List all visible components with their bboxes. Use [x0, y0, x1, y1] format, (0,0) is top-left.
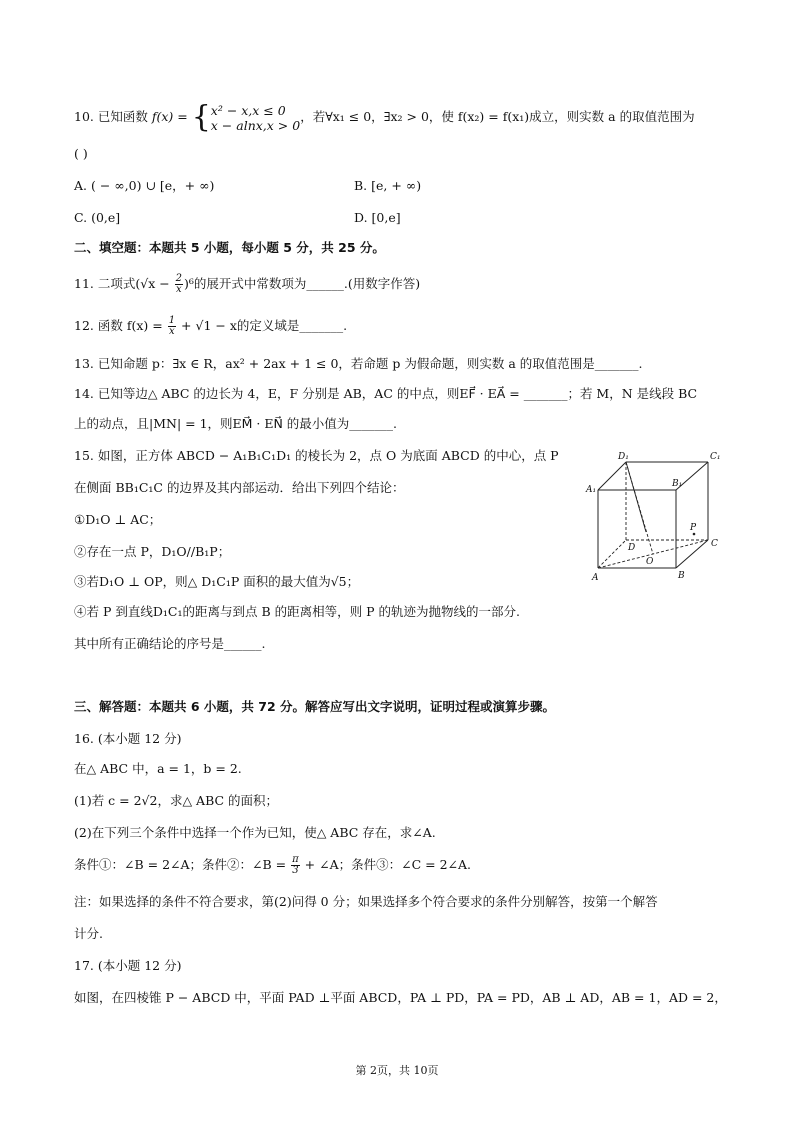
conclusion-4: ④若 P 到直线D₁C₁的距离与到点 B 的距离相等，则 P 的轨迹为抛物线的一部分. — [74, 604, 520, 619]
q10-function: f(x) = — [151, 109, 192, 124]
q16-line-1: 在△ ABC 中，a = 1，b = 2. — [74, 761, 242, 776]
option-c: C. (0,e] — [74, 210, 121, 225]
q17-line-1: 如图，在四棱锥 P − ABCD 中，平面 PAD ⊥平面 ABCD，PA ⊥ PD，PA = PD，AB ⊥ AD，AB = 1，AD = 2， — [74, 990, 727, 1005]
question-13: 13. 已知命题 p：∃x ∈ R，ax² + 2ax + 1 ≤ 0，若命题 p 为假命题，则实数 a 的取值范围是_______. — [74, 356, 643, 371]
piecewise-brace: { — [191, 99, 211, 135]
pi-over-3-fraction — [291, 855, 300, 876]
q16-line-3: (2)在下列三个条件中选择一个作为已知，使△ ABC 存在，求∠A. — [74, 825, 436, 840]
fraction-denominator: x — [176, 284, 182, 295]
label-d: D — [628, 543, 636, 553]
q16-line-2: (1)若 c = 2√2，求△ ABC 的面积； — [74, 793, 279, 808]
question-12 — [74, 313, 734, 339]
question-15-ask: 其中所有正确结论的序号是______. — [74, 636, 266, 651]
fraction-numerator: π — [292, 854, 299, 865]
fraction-denominator: 3 — [292, 865, 299, 876]
q10-suffix: ，若∀x₁ ≤ 0，∃x₂ > 0，使 f(x₂) = f(x₁)成立，则实数 a 的取值范围为 — [300, 109, 695, 124]
q10-options-row-2 — [74, 209, 734, 227]
edge-a1-d1 — [598, 462, 626, 490]
question-15-line-2: 在侧面 BB₁C₁C 的边界及其内部运动．给出下列四个结论： — [74, 480, 405, 495]
q10-prefix: 10. 已知函数 — [74, 109, 152, 124]
option-a: A. ( − ∞,0) ∪ [e，+ ∞) — [74, 178, 215, 193]
label-b: B — [678, 571, 685, 581]
q12-part-a: 12. 函数 f(x) = — [74, 318, 167, 333]
conclusion-2: ②存在一点 P，D₁O//B₁P； — [74, 544, 231, 559]
condition-part-b: + ∠A；条件③：∠C = 2∠A. — [300, 857, 472, 872]
piece-case-1: x² − x,x ≤ 0 — [210, 102, 286, 118]
section-2-heading: 二、填空题：本题共 5 小题，每小题 5 分，共 25 分。 — [74, 240, 385, 255]
label-a1: A₁ — [586, 485, 597, 495]
fraction-denominator: x — [169, 326, 175, 337]
conclusion-3: ③若D₁O ⊥ OP，则△ D₁C₁P 面积的最大值为√5； — [74, 574, 360, 589]
fraction-numerator: 2 — [175, 273, 183, 284]
q10-answer-paren: ( ) — [74, 146, 88, 161]
fraction-numerator: 1 — [168, 315, 176, 326]
q16-note-line-2: 计分. — [74, 926, 103, 941]
piecewise-cases — [211, 103, 300, 133]
label-c1: C₁ — [710, 452, 721, 462]
label-b1: B₁ — [672, 479, 683, 489]
question-10 — [74, 100, 734, 134]
label-d1: D₁ — [618, 452, 629, 462]
question-11 — [74, 271, 734, 297]
question-14-line-2: 上的动点，且|MN| = 1，则EM⃗ · EN⃗ 的最小值为_______. — [74, 416, 398, 431]
label-a: A — [592, 573, 599, 583]
q11-part-a: 11. 二项式(√x − — [74, 276, 174, 291]
label-o: O — [646, 557, 654, 567]
condition-part-a: 条件①：∠B = 2∠A；条件②：∠B = — [74, 857, 291, 872]
question-16-heading: 16. (本小题 12 分) — [74, 731, 182, 746]
section-3-heading: 三、解答题：本题共 6 小题，共 72 分。解答应写出文字说明，证明过程或演算步骤。 — [74, 699, 556, 714]
q11-fraction — [175, 274, 183, 295]
question-14-line-1: 14. 已知等边△ ABC 的边长为 4，E，F 分别是 AB，AC 的中点，则EF⃗ · EA⃗ = _______；若 M，N 是线段 BC — [74, 386, 698, 401]
q12-fraction — [168, 316, 176, 337]
q16-note-line-1: 注：如果选择的条件不符合要求，第(2)问得 0 分；如果选择多个符合要求的条件分别解答，按第一个解答 — [74, 894, 658, 909]
q10-options-row-1 — [74, 177, 734, 195]
cube-figure — [584, 448, 734, 586]
q11-part-b: )⁶的展开式中常数项为______.(用数字作答) — [184, 276, 421, 291]
option-d: D. [0,e] — [354, 210, 401, 225]
label-c: C — [711, 539, 718, 549]
conclusion-1: ①D₁O ⊥ AC； — [74, 512, 162, 527]
q16-conditions — [74, 852, 734, 878]
question-15-line-1: 15. 如图，正方体 ABCD − A₁B₁C₁D₁ 的棱长为 2，点 O 为底面 ABCD 的中心，点 P — [74, 448, 559, 463]
q12-part-b: + √1 − x的定义域是_______. — [177, 318, 348, 333]
piece-case-2: x − alnx,x > 0 — [210, 117, 301, 133]
page-footer: 第 2页，共 10页 — [355, 1064, 439, 1077]
segment-d1-o-solid — [626, 462, 646, 532]
point-p — [693, 533, 696, 536]
edge-a-d-hidden — [598, 540, 626, 568]
label-p: P — [690, 523, 697, 533]
option-b: B. [e, + ∞) — [354, 178, 422, 193]
question-17-heading: 17. (本小题 12 分) — [74, 958, 182, 973]
